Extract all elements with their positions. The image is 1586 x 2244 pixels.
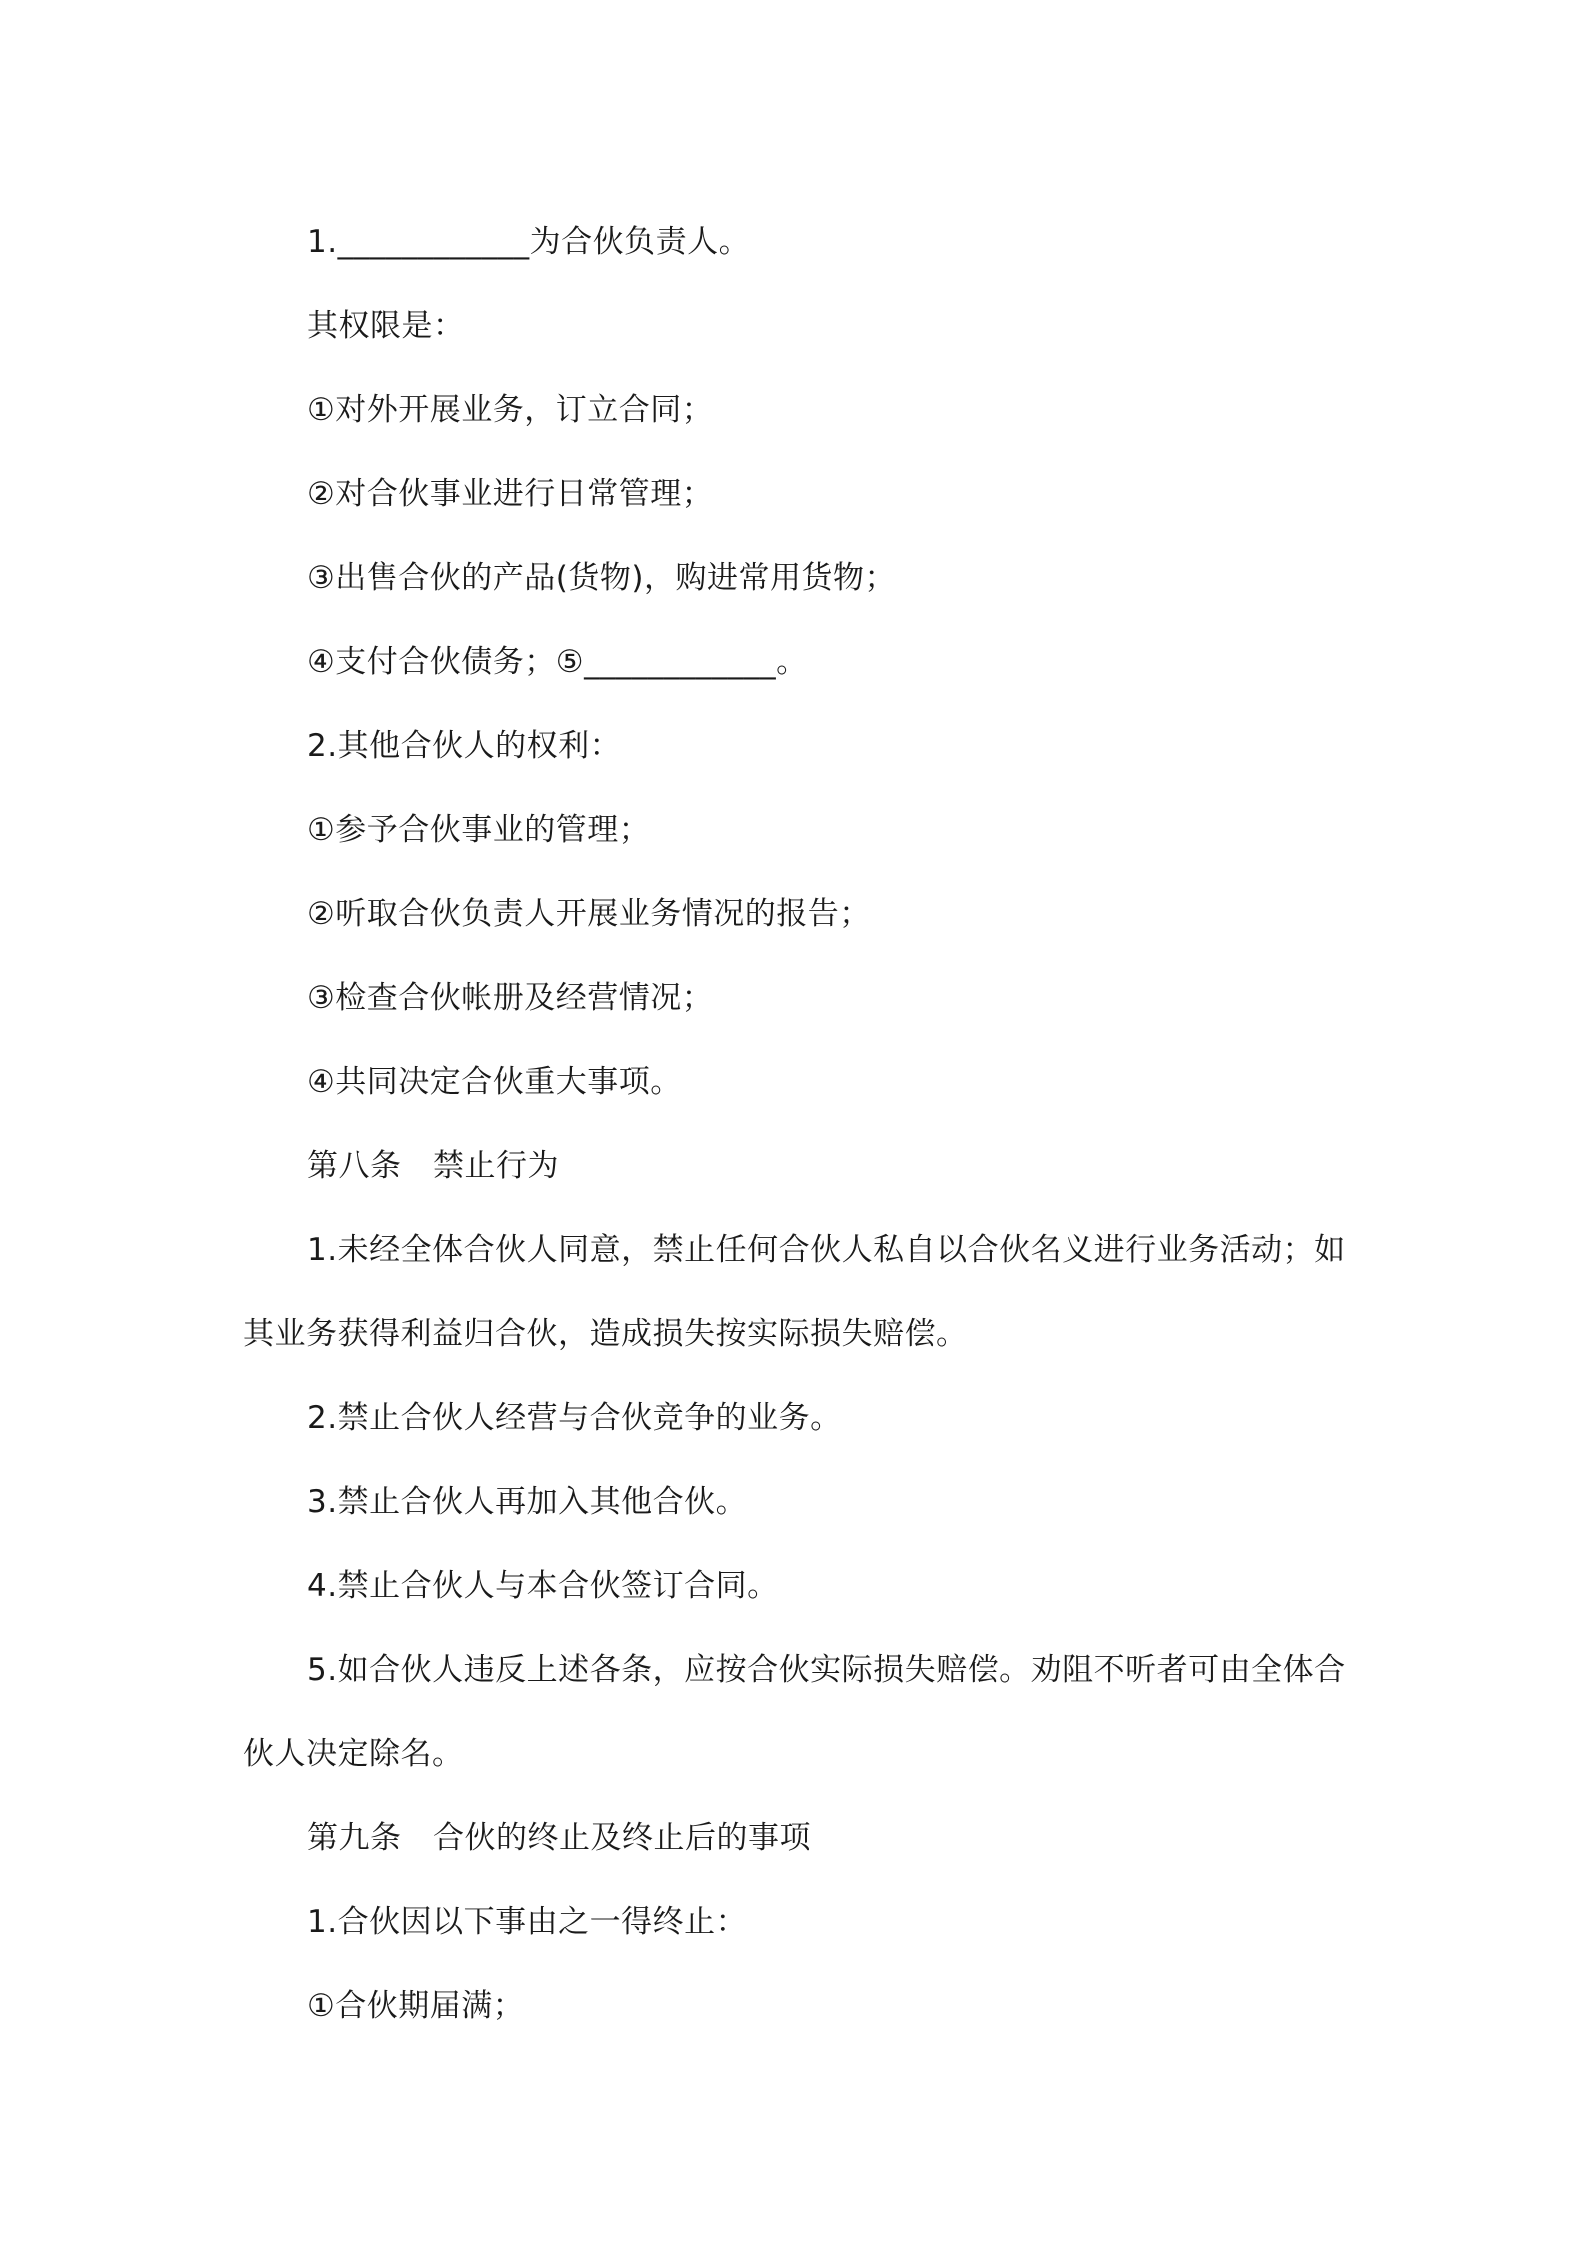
paragraph-2: 其权限是： [307, 308, 465, 344]
paragraph-9: ②听取合伙负责人开展业务情况的报告； [307, 896, 871, 932]
paragraph-10: ③检查合伙帐册及经营情况； [307, 980, 714, 1016]
paragraph-11: ④共同决定合伙重大事项。 [307, 1064, 682, 1100]
paragraph-3: ①对外开展业务，订立合同； [307, 392, 714, 428]
paragraph-13: 1.未经全体合伙人同意，禁止任何合伙人私自以合伙名义进行业务活动；如其业务获得利益归合伙，造成损失按实际损失赔偿。 [243, 1232, 1346, 1352]
paragraph-17: 5.如合伙人违反上述各条，应按合伙实际损失赔偿。劝阻不听者可由全体合伙人决定除名。 [243, 1652, 1346, 1772]
section-heading-article-8: 第八条 禁止行为 [307, 1148, 559, 1184]
paragraph-7: 2.其他合伙人的权利： [307, 728, 622, 764]
document-body [243, 200, 1353, 2048]
paragraph-15: 3.禁止合伙人再加入其他合伙。 [307, 1484, 748, 1520]
paragraph-19: 1.合伙因以下事由之一得终止： [307, 1904, 748, 1940]
paragraph-5: ③出售合伙的产品(货物)，购进常用货物； [307, 560, 896, 596]
paragraph-14: 2.禁止合伙人经营与合伙竞争的业务。 [307, 1400, 842, 1436]
paragraph-4: ②对合伙事业进行日常管理； [307, 476, 714, 512]
paragraph-16: 4.禁止合伙人与本合伙签订合同。 [307, 1568, 779, 1604]
section-heading-article-9: 第九条 合伙的终止及终止后的事项 [307, 1820, 811, 1856]
paragraph-8: ①参予合伙事业的管理； [307, 812, 651, 848]
paragraph-6: ④支付合伙债务；⑤____________。 [307, 644, 808, 680]
paragraph-20: ①合伙期届满； [307, 1988, 525, 2024]
paragraph-1: 1.____________为合伙负责人。 [307, 224, 751, 260]
